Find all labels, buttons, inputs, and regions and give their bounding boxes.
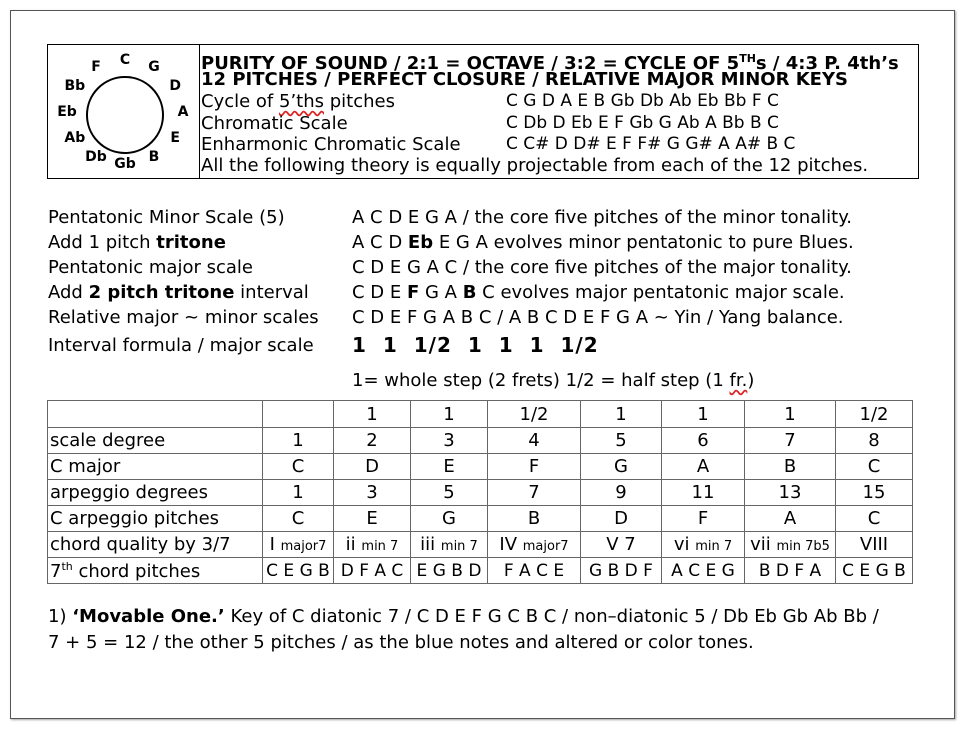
circle-of-fifths-cell <box>48 45 200 178</box>
table-cell: 7 <box>488 480 581 506</box>
chord-quality-cell: IV major7 <box>488 532 581 558</box>
table-cell: 2 <box>334 428 411 454</box>
table-cell: E G B D <box>411 558 488 584</box>
table-cell: 7 <box>745 428 836 454</box>
circle-note-label: Eb <box>57 104 77 120</box>
chord-quality-cell: vi min 7 <box>662 532 745 558</box>
row-label: C major <box>48 454 263 480</box>
interval-formula-label: Interval formula / major scale <box>48 335 314 356</box>
scale-table <box>47 400 913 584</box>
row-label: arpeggio degrees <box>48 480 263 506</box>
table-cell: B <box>745 454 836 480</box>
chord-quality-row <box>48 532 913 558</box>
table-cell: 13 <box>745 480 836 506</box>
circle-note-label: C <box>119 52 131 68</box>
chord-quality-cell: iii min 7 <box>411 532 488 558</box>
circle-of-fifths-diagram <box>48 45 199 178</box>
table-cell: 5 <box>581 428 662 454</box>
major-scale-value: C D E F G A B C evolves major pentatonic major scale. <box>352 282 845 303</box>
table-row <box>48 428 913 454</box>
chord-quality-cell: I major7 <box>263 532 334 558</box>
cycle-of-fifths-label: Cycle of 5’ths pitches <box>201 91 395 112</box>
table-cell: F <box>488 454 581 480</box>
table-cell: 1 <box>263 480 334 506</box>
table-cell: D <box>334 454 411 480</box>
pentatonic-minor-label: Pentatonic Minor Scale (5) <box>48 207 285 228</box>
circle-note-label: G <box>148 59 160 75</box>
table-cell: 1 <box>263 428 334 454</box>
row-label: chord quality by 3/7 <box>48 532 263 558</box>
table-cell: A C E G <box>662 558 745 584</box>
pentatonic-minor-value: A C D E G A / the core five pitches of the minor tonality. <box>352 207 853 228</box>
chromatic-label: Chromatic Scale <box>201 113 348 134</box>
table-cell: B <box>488 506 581 532</box>
relative-scales-value: C D E F G A B C / A B C D E F G A ~ Yin / Yang balance. <box>352 307 844 328</box>
table-cell: A <box>745 506 836 532</box>
table-cell: 15 <box>836 480 913 506</box>
table-cell: F A C E <box>488 558 581 584</box>
tritone-label: Add 1 pitch tritone <box>48 232 226 253</box>
chord-quality-cell: ii min 7 <box>334 532 411 558</box>
table-cell: C E G B <box>263 558 334 584</box>
header-box <box>47 44 919 179</box>
table-cell: 6 <box>662 428 745 454</box>
circle-note-label: D <box>169 78 182 94</box>
tritone-interval-label: Add 2 pitch tritone interval <box>48 282 309 303</box>
circle-note-label: F <box>91 59 101 75</box>
movable-one-line-2: 7 + 5 = 12 / the other 5 pitches / as the blue notes and altered or color tones. <box>48 632 754 653</box>
table-cell: C <box>263 506 334 532</box>
table-cell: 1/2 <box>836 401 913 428</box>
table-cell: E <box>334 506 411 532</box>
table-row <box>48 454 913 480</box>
table-cell: D <box>581 506 662 532</box>
table-cell <box>263 401 334 428</box>
circle-note-label: B <box>148 149 160 165</box>
circle-note-label: Ab <box>64 130 86 146</box>
movable-one-line-1: 1) ‘Movable One.’ Key of C diatonic 7 / C D E F G C B C / non–diatonic 5 / Db Eb Gb Ab Bb / <box>48 606 879 627</box>
table-cell: C <box>263 454 334 480</box>
interval-formula-value: 1 1 1/2 1 1 1 1/2 <box>352 333 599 357</box>
row-label: 7th chord pitches <box>48 558 263 584</box>
row-label: C arpeggio pitches <box>48 506 263 532</box>
table-cell: A <box>662 454 745 480</box>
blues-value: A C D Eb E G A evolves minor pentatonic to pure Blues. <box>352 232 854 253</box>
table-cell: F <box>662 506 745 532</box>
header-line-1: PURITY OF SOUND / 2:1 = OCTAVE / 3:2 = CYCLE OF 5THs / 4:3 P. 4th’s <box>201 52 899 74</box>
table-cell: 8 <box>836 428 913 454</box>
cycle-of-fifths-value: C G D A E B Gb Db Ab Eb Bb F C <box>506 91 779 111</box>
table-cell: 4 <box>488 428 581 454</box>
table-cell: 5 <box>411 480 488 506</box>
table-cell: 3 <box>411 428 488 454</box>
seventh-chord-row <box>48 558 913 584</box>
table-row <box>48 506 913 532</box>
table-cell: 1 <box>581 401 662 428</box>
table-cell: G <box>581 454 662 480</box>
relative-scales-label: Relative major ~ minor scales <box>48 307 319 328</box>
pentatonic-major-value: C D E G A C / the core five pitches of the major tonality. <box>352 257 852 278</box>
table-cell: 1 <box>411 401 488 428</box>
interval-row <box>48 401 913 428</box>
table-cell: C <box>836 454 913 480</box>
circle-of-fifths-ring <box>87 77 163 153</box>
table-cell: G <box>411 506 488 532</box>
table-cell <box>48 401 263 428</box>
table-cell: 1 <box>745 401 836 428</box>
table-cell: 1 <box>662 401 745 428</box>
circle-note-label: Bb <box>64 78 86 94</box>
enharmonic-value: C C# D D# E F F# G G# A A# B C <box>506 134 796 154</box>
table-cell: 9 <box>581 480 662 506</box>
table-cell: E <box>411 454 488 480</box>
chord-quality-cell: V 7 <box>581 532 662 558</box>
chord-quality-cell: vii min 7b5 <box>745 532 836 558</box>
table-cell: C E G B <box>836 558 913 584</box>
table-cell: 1/2 <box>488 401 581 428</box>
table-cell: 1 <box>334 401 411 428</box>
table-row <box>48 480 913 506</box>
header-line-2: 12 PITCHES / PERFECT CLOSURE / RELATIVE MAJOR MINOR KEYS <box>201 69 848 90</box>
row-label: scale degree <box>48 428 263 454</box>
projectable-note: All the following theory is equally projectable from each of the 12 pitches. <box>201 155 869 176</box>
pentatonic-major-label: Pentatonic major scale <box>48 257 253 278</box>
chromatic-value: C Db D Eb E F Gb G Ab A Bb B C <box>506 113 779 133</box>
circle-note-label: E <box>170 130 180 146</box>
circle-note-label: A <box>177 104 189 120</box>
table-cell: C <box>836 506 913 532</box>
table-cell: G B D F <box>581 558 662 584</box>
chord-quality-cell: VIII <box>836 532 913 558</box>
table-cell: B D F A <box>745 558 836 584</box>
step-legend: 1= whole step (2 frets) 1/2 = half step (1 fr.) <box>352 370 755 391</box>
enharmonic-label: Enharmonic Chromatic Scale <box>201 134 461 155</box>
table-cell: D F A C <box>334 558 411 584</box>
circle-note-label: Gb <box>114 156 136 172</box>
circle-note-label: Db <box>85 149 107 165</box>
table-cell: 3 <box>334 480 411 506</box>
table-cell: 11 <box>662 480 745 506</box>
